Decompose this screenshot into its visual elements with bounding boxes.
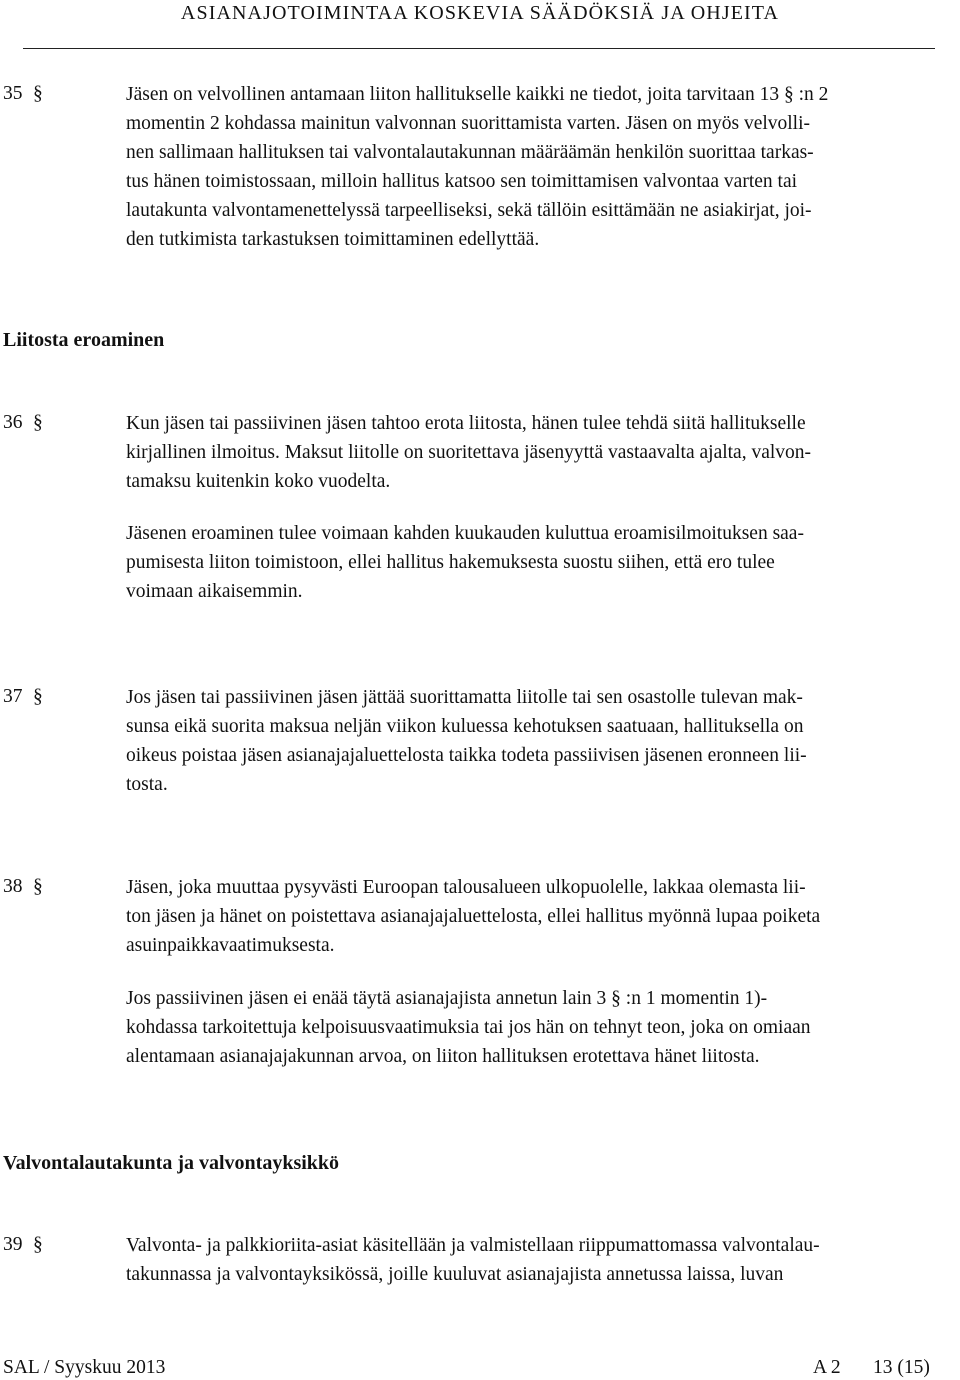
section-sign: § xyxy=(33,876,43,897)
section-36-paragraph-2 xyxy=(126,519,956,606)
section-sign: § xyxy=(33,1234,43,1255)
text-line: tamaksu kuitenkin koko vuodelta. xyxy=(126,471,391,492)
text-line: tosta. xyxy=(126,774,168,795)
footer-publication: SAL / Syyskuu 2013 xyxy=(3,1357,166,1378)
text-line: pumisesta liiton toimistoon, ellei hallitus hakemuksesta suostu siihen, että ero tulee xyxy=(126,552,775,573)
document-title: ASIANAJOTOIMINTAA KOSKEVIA SÄÄDÖKSIÄ JA OHJEITA xyxy=(180,2,780,24)
section-38-paragraph-1 xyxy=(126,873,956,960)
footer-section-code: A 2 xyxy=(813,1357,841,1378)
section-heading: Valvontalautakunta ja valvontayksikkö xyxy=(3,1152,340,1174)
text-line: kirjallinen ilmoitus. Maksut liitolle on suoritettava jäsenyyttä vastaavalta ajalta, valvon- xyxy=(126,442,812,463)
text-line: Jos passiivinen jäsen ei enää täytä asianajajista annetun lain 3 § :n 1 momentin 1)- xyxy=(126,988,768,1009)
text-line: Kun jäsen tai passiivinen jäsen tahtoo erota liitosta, hänen tulee tehdä siitä hallitukselle xyxy=(126,413,806,434)
text-line: kohdassa tarkoitettuja kelpoisuusvaatimuksia tai jos hän on tehnyt teon, joka on omiaan xyxy=(126,1017,811,1038)
text-line: Jäsen on velvollinen antamaan liiton hallitukselle kaikki ne tiedot, joita tarvitaan 13 § :n 2 xyxy=(126,84,829,105)
section-35-paragraph-1 xyxy=(126,80,956,254)
text-line: takunnassa ja valvontayksikössä, joille kuuluvat asianajajista annetussa laissa, luvan xyxy=(126,1264,784,1285)
text-line: momentin 2 kohdassa mainitun valvonnan suorittamista varten. Jäsen on myös velvolli- xyxy=(126,113,811,134)
text-line: Valvonta- ja palkkioriita-asiat käsitellään ja valmistellaan riippumattomassa valvontalau- xyxy=(126,1235,820,1256)
text-line: Jäsen, joka muuttaa pysyvästi Euroopan talousalueen ulkopuolelle, lakkaa olemasta lii- xyxy=(126,877,806,898)
text-line: nen sallimaan hallituksen tai valvontalautakunnan määräämän henkilön suorittaa tarkas- xyxy=(126,142,814,163)
text-line: den tutkimista tarkastuksen toimittaminen edellyttää. xyxy=(126,229,540,250)
text-line: ton jäsen ja hänet on poistettava asianajajaluettelosta, ellei hallitus myönnä lupaa poiketa xyxy=(126,906,821,927)
text-line: Jos jäsen tai passiivinen jäsen jättää suorittamatta liitolle tai sen osastolle tulevan mak- xyxy=(126,687,803,708)
text-line: sunsa eikä suorita maksua neljän viikon kuluessa kehotuksen saatuaan, hallituksella on xyxy=(126,716,804,737)
section-number: 39 xyxy=(3,1234,23,1255)
text-line: oikeus poistaa jäsen asianajajaluettelosta taikka todeta passiivisen jäsenen eronneen lii- xyxy=(126,745,807,766)
section-sign: § xyxy=(33,686,43,707)
section-number: 35 xyxy=(3,83,23,104)
text-line: asuinpaikkavaatimuksesta. xyxy=(126,935,335,956)
section-number: 37 xyxy=(3,686,23,707)
text-line: voimaan aikaisemmin. xyxy=(126,581,303,602)
section-heading: Liitosta eroaminen xyxy=(3,329,165,351)
text-line: lautakunta valvontamenettelyssä tarpeelliseksi, sekä tällöin esittämään ne asiakirjat, joi- xyxy=(126,200,812,221)
section-36-paragraph-1 xyxy=(126,409,956,496)
section-sign: § xyxy=(33,83,43,104)
section-37-paragraph-1 xyxy=(126,683,956,799)
section-38-paragraph-2 xyxy=(126,984,956,1071)
section-number: 38 xyxy=(3,876,23,897)
text-line: Jäsenen eroaminen tulee voimaan kahden kuukauden kuluttua eroamisilmoituksen saa- xyxy=(126,523,804,544)
text-line: tus hänen toimistossaan, milloin hallitus katsoo sen toimittamisen valvontaa varten tai xyxy=(126,171,798,192)
header-divider xyxy=(23,48,935,49)
section-sign: § xyxy=(33,412,43,433)
footer-page-number: 13 (15) xyxy=(873,1357,930,1378)
section-number: 36 xyxy=(3,412,23,433)
text-line: alentamaan asianajajakunnan arvoa, on liiton hallituksen erotettava hänet liitosta. xyxy=(126,1046,760,1067)
section-39-paragraph-1 xyxy=(126,1231,956,1289)
